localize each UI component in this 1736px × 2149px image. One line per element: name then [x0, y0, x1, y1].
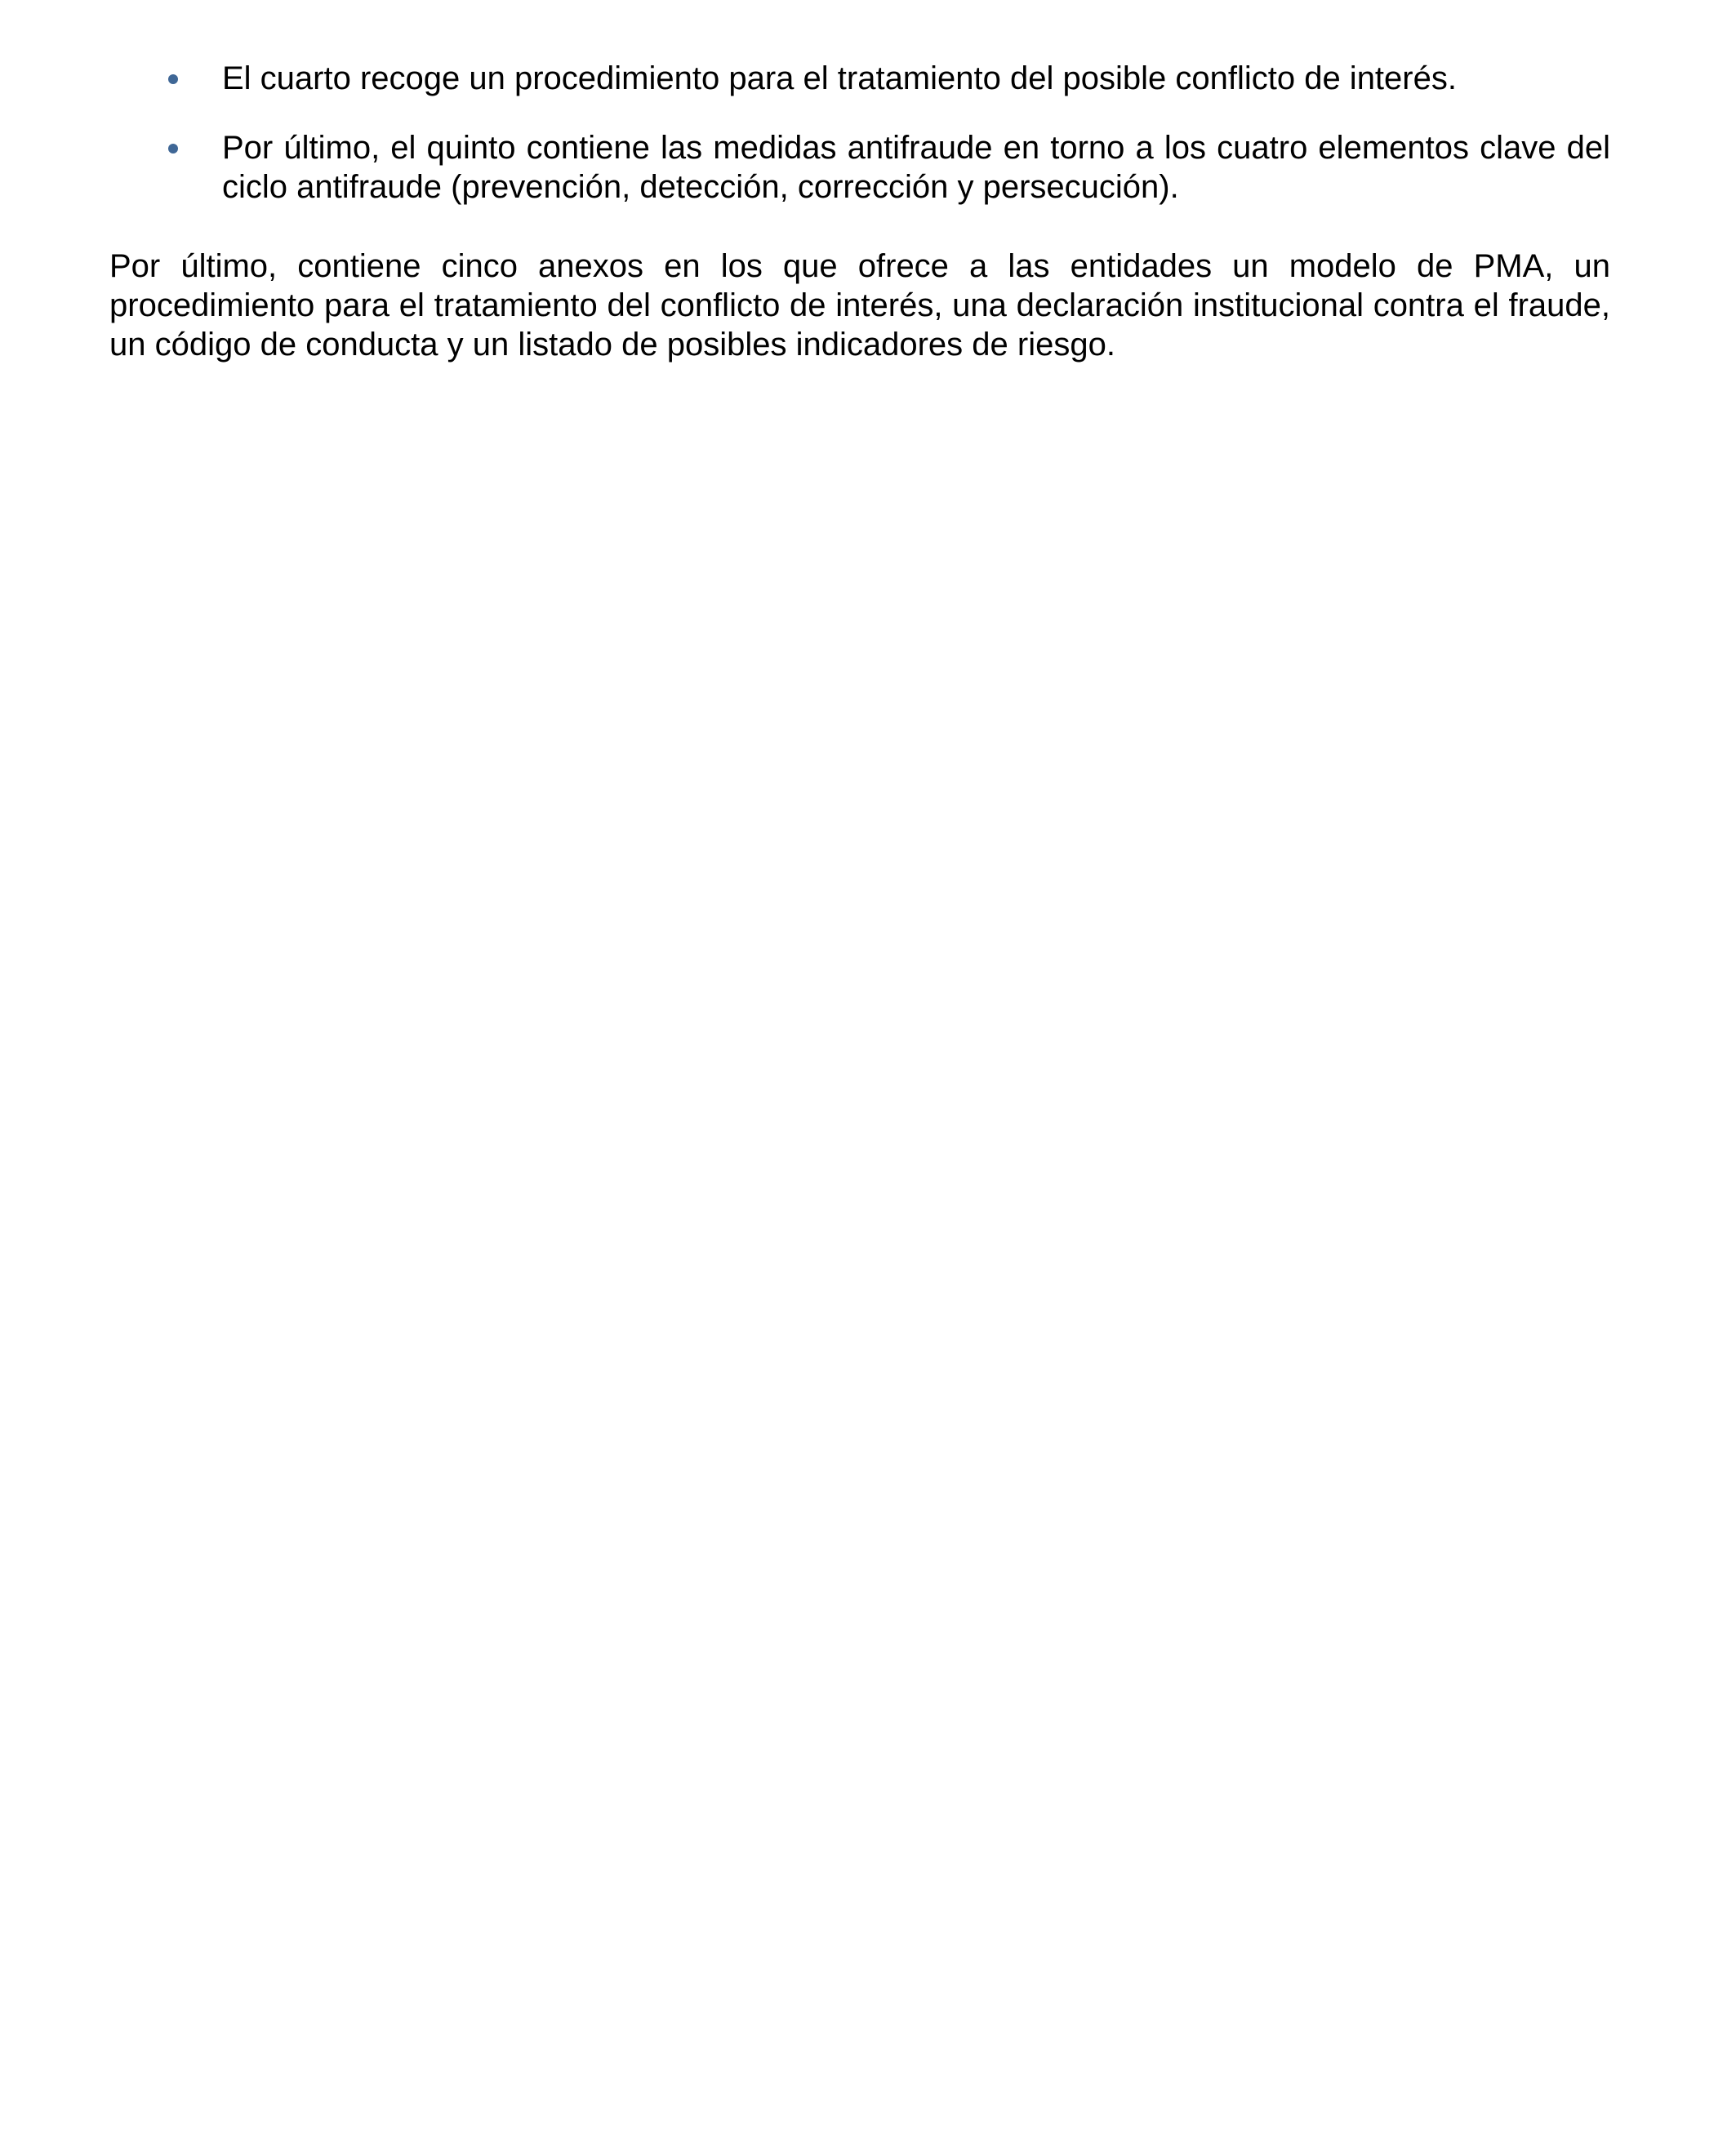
document-body	[109, 59, 1610, 364]
bullet-dot-icon	[168, 74, 178, 84]
list-item	[109, 59, 1610, 98]
bullet-text: Por último, el quinto contiene las medidas antifraude en torno a los cuatro elementos clave del ciclo antifraude (prevención, detección, corrección y persecución).	[222, 130, 1610, 205]
list-item	[109, 128, 1610, 207]
bullet-text: El cuarto recoge un procedimiento para el tratamiento del posible conflicto de interés.	[222, 60, 1457, 96]
bullet-list	[109, 59, 1610, 207]
bullet-dot-icon	[168, 144, 178, 154]
body-paragraph: Por último, contiene cinco anexos en los que ofrece a las entidades un modelo de PMA, un procedimiento para el tratamiento del conflicto de interés, una declaración institucional contra el fraude, un código de conducta y un listado de posibles indicadores de riesgo.	[109, 248, 1610, 363]
